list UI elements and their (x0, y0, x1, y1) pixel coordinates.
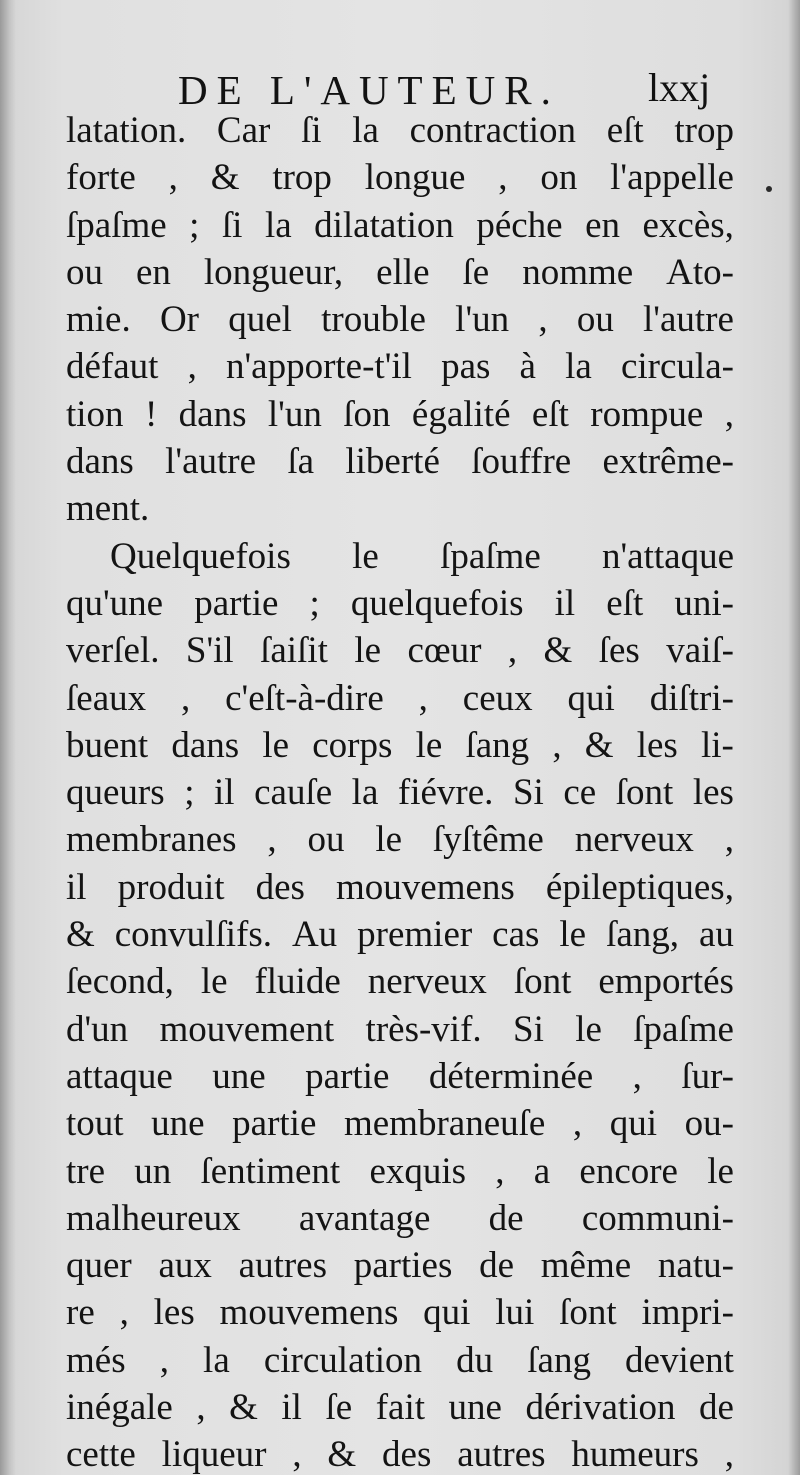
word: devient (625, 1339, 734, 1381)
word: on (540, 157, 578, 199)
word: il (214, 772, 235, 814)
word: n'attaque (602, 535, 734, 577)
word: eſt (531, 393, 569, 435)
word: aux (158, 1245, 212, 1287)
word: liberté (345, 441, 440, 483)
text-line (66, 816, 734, 863)
text-line (66, 1289, 734, 1336)
page-edge-shadow (788, 0, 800, 1475)
word: ſa (287, 441, 315, 483)
word: ſyſtême (432, 819, 544, 861)
word: ſeaux (66, 677, 147, 719)
word: cauſe (254, 772, 333, 814)
word: natu- (657, 1245, 734, 1287)
word: ſe (325, 1387, 353, 1429)
word: l'appelle (610, 157, 734, 199)
word: & (327, 1434, 357, 1475)
word: l'un (455, 299, 510, 341)
text-line (66, 1148, 734, 1195)
word: ſang, (606, 914, 680, 956)
word: , (418, 677, 428, 719)
word: les (153, 1292, 195, 1334)
word: ſes (598, 630, 640, 672)
word: , (168, 157, 178, 199)
word: & (210, 157, 240, 199)
word: déterminée (428, 1055, 594, 1097)
text-line (66, 911, 734, 958)
text-line (66, 343, 734, 390)
word: vaiſ- (666, 630, 734, 672)
word: très-vif. (365, 1008, 482, 1050)
word: & (584, 724, 614, 766)
word: exquis (369, 1150, 467, 1192)
word: , (632, 1055, 642, 1097)
word: en (585, 204, 621, 246)
word: lui (495, 1292, 535, 1334)
body-text (66, 107, 734, 1475)
word: extrême- (602, 441, 734, 483)
word: quer (66, 1245, 132, 1287)
word: il (66, 866, 87, 908)
word: ſouffre (471, 441, 572, 483)
word: partie (194, 582, 279, 624)
word: liqueur (161, 1434, 267, 1475)
text-line (66, 769, 734, 816)
word: malheureux (66, 1197, 241, 1239)
word: le (200, 961, 228, 1003)
word: a (533, 1150, 551, 1192)
word: dans (178, 393, 247, 435)
word: il (281, 1387, 302, 1429)
ink-speck (766, 186, 772, 192)
word: la (351, 772, 379, 814)
word: elle (376, 251, 430, 293)
word: , (267, 819, 277, 861)
word: qui (567, 677, 615, 719)
word: emportés (598, 961, 734, 1003)
word: , (724, 819, 734, 861)
word: autres (238, 1245, 328, 1287)
text-line (66, 438, 734, 485)
word: l'autre (165, 441, 257, 483)
word: uni- (674, 582, 734, 624)
word: quelquefois (350, 582, 524, 624)
word: qui (609, 1103, 658, 1145)
word: , (552, 724, 562, 766)
word: trop (674, 110, 734, 151)
word: ou (307, 819, 345, 861)
word: rompue (590, 393, 704, 435)
text-line (66, 296, 734, 343)
word: qui (423, 1292, 471, 1334)
word: verſel. (66, 630, 160, 672)
page-gutter-shadow (0, 0, 16, 1475)
word: péche (476, 204, 563, 246)
text-line (66, 1384, 734, 1431)
word: dérivation (525, 1387, 676, 1429)
word: ſaiſit (260, 630, 328, 672)
word: dans (66, 441, 134, 483)
text-line (66, 202, 734, 249)
text-line (66, 249, 734, 296)
word: encore (579, 1150, 678, 1192)
word: membranes (66, 819, 237, 861)
word: Si (513, 1008, 544, 1050)
text-line (66, 864, 734, 911)
word: & (66, 914, 95, 956)
word: longueur, (203, 251, 344, 293)
text-line (66, 722, 734, 769)
word: queurs (66, 772, 165, 814)
word: de (699, 1387, 734, 1429)
word: de (479, 1245, 515, 1287)
word: ou (576, 299, 614, 341)
word: ſang (527, 1339, 591, 1381)
word: en (135, 251, 171, 293)
word: des (382, 1434, 432, 1475)
word: impri- (641, 1292, 734, 1334)
word: partie (305, 1055, 390, 1097)
text-line (66, 485, 734, 532)
word: au (698, 914, 734, 956)
word: S'il (185, 630, 234, 672)
word: la (264, 204, 292, 246)
word: , (181, 677, 191, 719)
word: ſpaſme (66, 204, 167, 246)
word: l'un (267, 393, 322, 435)
word: ſecond, (66, 961, 174, 1003)
word: les (636, 724, 678, 766)
word: Au (291, 914, 338, 956)
text-line (66, 391, 734, 438)
word: l'autre (643, 299, 734, 341)
word: forte (66, 157, 136, 199)
word: Si (512, 772, 544, 814)
word: le (559, 914, 587, 956)
word: une (212, 1055, 266, 1097)
word: eſt (606, 110, 644, 151)
word: ; (309, 582, 320, 624)
word: avantage (298, 1197, 431, 1239)
text-line (66, 1337, 734, 1384)
word: communi- (581, 1197, 734, 1239)
word: ſur- (681, 1055, 734, 1097)
word: corps (312, 724, 393, 766)
word: le (415, 724, 443, 766)
word: cœur (407, 630, 482, 672)
word: nerveux (574, 819, 694, 861)
word: , (724, 393, 734, 435)
word: une (448, 1387, 502, 1429)
word: une (151, 1103, 205, 1145)
text-line (66, 580, 734, 627)
word: & (543, 630, 573, 672)
word: ; (189, 204, 200, 246)
word: ! (144, 393, 158, 435)
text-line (66, 627, 734, 674)
word: més (66, 1339, 126, 1381)
word: quel (228, 299, 292, 341)
word: ſont (513, 961, 572, 1003)
word: mouvemens (336, 866, 515, 908)
word: , (498, 157, 508, 199)
word: ſe (462, 251, 490, 293)
word: , (572, 1103, 583, 1145)
word: , (159, 1339, 169, 1381)
word: & (229, 1387, 258, 1429)
word: le (262, 724, 290, 766)
text-line (66, 1100, 734, 1147)
word: ment. (66, 488, 150, 530)
word: n'apporte-t'il (225, 346, 412, 388)
page-number: lxxj (648, 65, 711, 110)
word: autres (457, 1434, 546, 1475)
word: Or (159, 299, 199, 341)
word: ou- (684, 1103, 734, 1145)
word: fiévre. (397, 772, 494, 814)
word: ſon (343, 393, 391, 435)
word: d'un (66, 1008, 129, 1050)
word: qu'une (66, 582, 164, 624)
word: la (352, 110, 379, 151)
text-line (66, 1006, 734, 1053)
running-title: DE L'AUTEUR. (178, 67, 560, 113)
word: défaut (66, 346, 159, 388)
word: ſentiment (200, 1150, 341, 1192)
word: , (495, 1150, 505, 1192)
word: , (119, 1292, 129, 1334)
word: le (352, 535, 379, 577)
word: même (540, 1245, 632, 1287)
word: tion (66, 393, 124, 435)
word: cette (66, 1434, 136, 1475)
word: li- (700, 724, 734, 766)
text-line (66, 1431, 734, 1475)
word: ſpaſme (633, 1008, 734, 1050)
word: latation. (66, 110, 187, 151)
word: le (707, 1150, 734, 1192)
word: trop (272, 157, 332, 199)
word: dilatation (314, 204, 454, 246)
word: ceux (462, 677, 533, 719)
word: Quelquefois (110, 535, 291, 577)
word: , (187, 346, 197, 388)
text-line (66, 1195, 734, 1242)
word: premier (357, 914, 473, 956)
word: humeurs (571, 1434, 699, 1475)
word: ce (563, 772, 597, 814)
word: égalité (411, 393, 511, 435)
word: inégale (66, 1387, 173, 1429)
word: un (134, 1150, 172, 1192)
text-line (66, 675, 734, 722)
word: contraction (409, 110, 577, 151)
word: la (565, 346, 592, 388)
word: tre (66, 1150, 106, 1192)
word: , (538, 299, 548, 341)
word: la (203, 1339, 230, 1381)
word: mouvemens (219, 1292, 399, 1334)
word: ſang (465, 724, 530, 766)
word: circula- (620, 346, 734, 388)
word: ſi (221, 204, 243, 246)
word: membraneuſe (343, 1103, 546, 1145)
word: buent (66, 724, 149, 766)
text-line (66, 1053, 734, 1100)
word: re (66, 1292, 95, 1334)
word: , (724, 1434, 734, 1475)
word: diſtri- (649, 677, 734, 719)
word: Ato- (666, 251, 734, 293)
word: épileptiques, (545, 866, 734, 908)
word: c'eſt-à-dire (225, 677, 384, 719)
word: fait (375, 1387, 426, 1429)
text-line (66, 533, 734, 580)
word: pas (441, 346, 491, 388)
word: le (575, 1008, 602, 1050)
word: , (196, 1387, 206, 1429)
word: mie. (66, 299, 131, 341)
word: dans (171, 724, 240, 766)
word: , (292, 1434, 302, 1475)
text-line (66, 958, 734, 1005)
word: des (255, 866, 305, 908)
word: produit (117, 866, 225, 908)
word: le (354, 630, 382, 672)
word: du (456, 1339, 494, 1381)
word: ou (66, 251, 103, 293)
word: cas (492, 914, 540, 956)
word: mouvement (159, 1008, 335, 1050)
word: nerveux (367, 961, 487, 1003)
word: parties (353, 1245, 453, 1287)
word: nomme (522, 251, 634, 293)
word: il (554, 582, 576, 624)
word: le (375, 819, 403, 861)
word: trouble (321, 299, 426, 341)
word: ſont (559, 1292, 617, 1334)
word: les (692, 772, 734, 814)
word: attaque (66, 1055, 173, 1097)
word: de (488, 1197, 524, 1239)
word: partie (232, 1103, 317, 1145)
text-line (66, 1242, 734, 1289)
word: fluide (254, 961, 341, 1003)
word: ; (184, 772, 195, 814)
text-line (66, 107, 734, 154)
word: convulſifs. (114, 914, 272, 956)
word: eſt (606, 582, 644, 624)
word: , (507, 630, 518, 672)
word: Car (216, 110, 271, 151)
word: à (519, 346, 536, 388)
word: excès, (642, 204, 734, 246)
word: tout (66, 1103, 124, 1145)
word: ſpaſme (440, 535, 541, 577)
word: ſi (301, 110, 322, 151)
text-line (66, 154, 734, 201)
word: longue (364, 157, 466, 199)
word: ſont (615, 772, 674, 814)
word: circulation (263, 1339, 423, 1381)
